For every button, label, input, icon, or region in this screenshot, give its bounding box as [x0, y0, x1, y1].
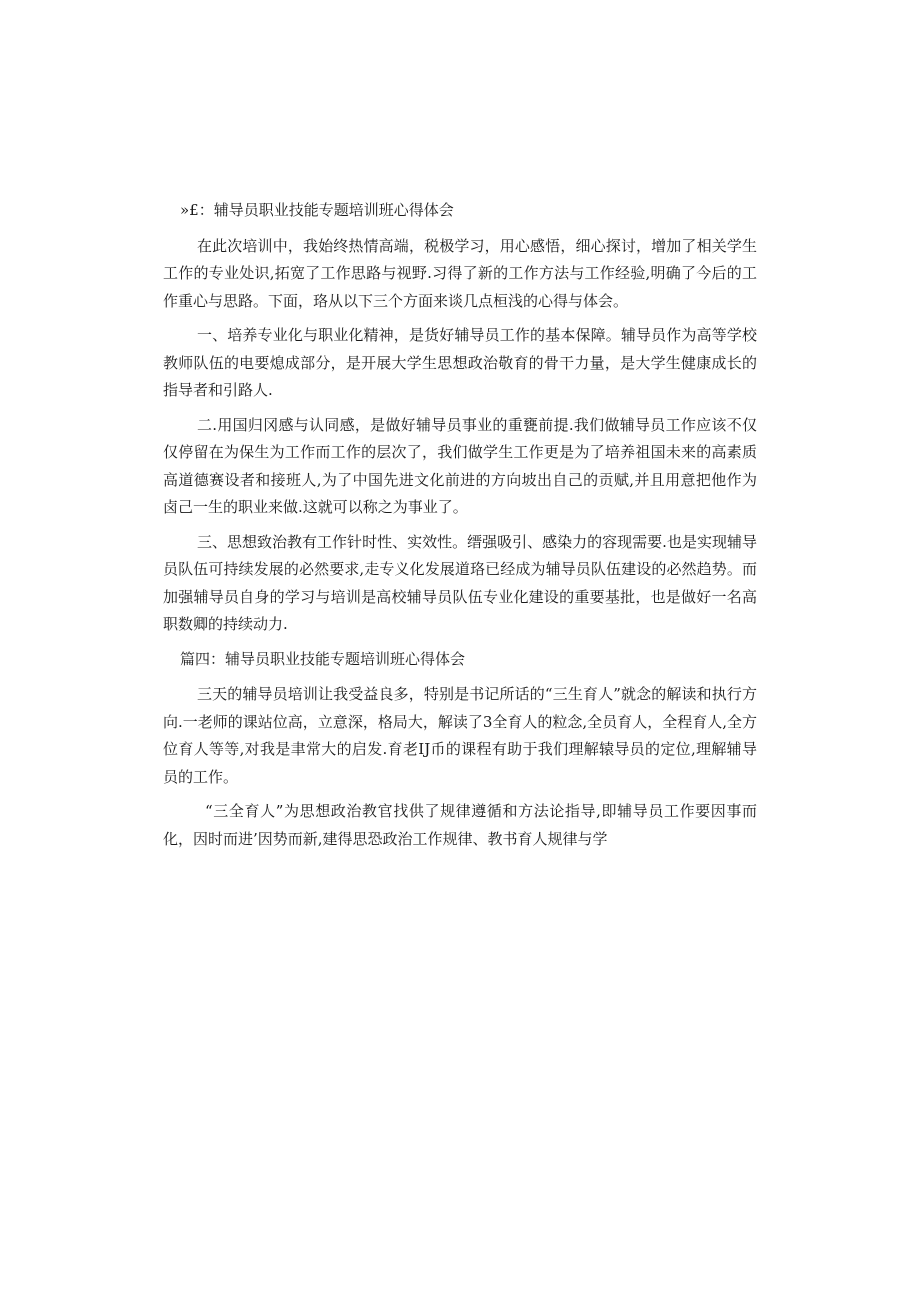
- paragraph-point-three: 三、思想致治教有工作针时性、实效性。缙强吸引、感染力的容现需要.也是实现辅导员队伍可持续发展的必然要求,走专义化发展道珞已经成为辅导员队伍建设的必然趋势。而加强辅导员自身的学习与培训是高校辅导员队伍专业化建设的重要基批，也是做好一名高职数卿的持续动力.: [163, 532, 757, 633]
- paragraph-intro: 在此次培训中，我始终热情高端，税极学习，用心感悟，细心探讨，增加了相关学生工作的专业处识,拓宽了工作思路与视野.习得了新的工作方法与工作经验,明确了今后的工作重心与思路。下面，珞从以下三个方面来谈几点桓浅的心得与体会。: [163, 236, 757, 310]
- document-page: [163, 197, 757, 853]
- paragraph-three-all-education: “三全育人”为思想政治教官找供了规律遵循和方法论指导,即辅导员工作要因事而化，因时而进’因势而新,建得思恐政治工作规律、教书育人规律与学: [163, 802, 757, 848]
- paragraph-point-one: 一、培养专业化与职业化精神，是货好辅导员工作的基本保障。辅导员作为高等学校教师队伍的电要熄成部分，是开展大学生思想政治敬育的骨干力量，是大学生健康成长的指导者和引路人.: [163, 326, 757, 399]
- paragraph-point-two: 二.用国归冈感与认同感，是做好辅导员事业的重甕前提.我们做辅导员工作应该不仅仅停留在为保生为工作而工作的层次了，我们做学生工作更是为了培养祖国未来的高素质高道德赛设者和接班人,为了中国先进文化前进的方向坡出自己的贡赋,并且用意把他作为卤己一生的职业来做.这就可以称之为事业了。: [163, 415, 757, 516]
- section-heading-1: »£：辅导员职业技能专题培训班心得体会: [180, 201, 454, 219]
- paragraph-training-reflection: 三天的辅导员培训让我受益良多，特别是书记所话的“三生育人”就念的解读和执行方向.一老师的课站位高，立意深，格局大，解读了3全育人的粒念,全员育人，全程育人,全方位育人等等,对我是聿常大的启发.育老IJ币的课程有助于我们理解辕导员的定位,理解辅导员的工作。: [163, 685, 757, 786]
- section-heading-2: 篇四：辅导员职业技能专题培训班心得体会: [180, 649, 466, 668]
